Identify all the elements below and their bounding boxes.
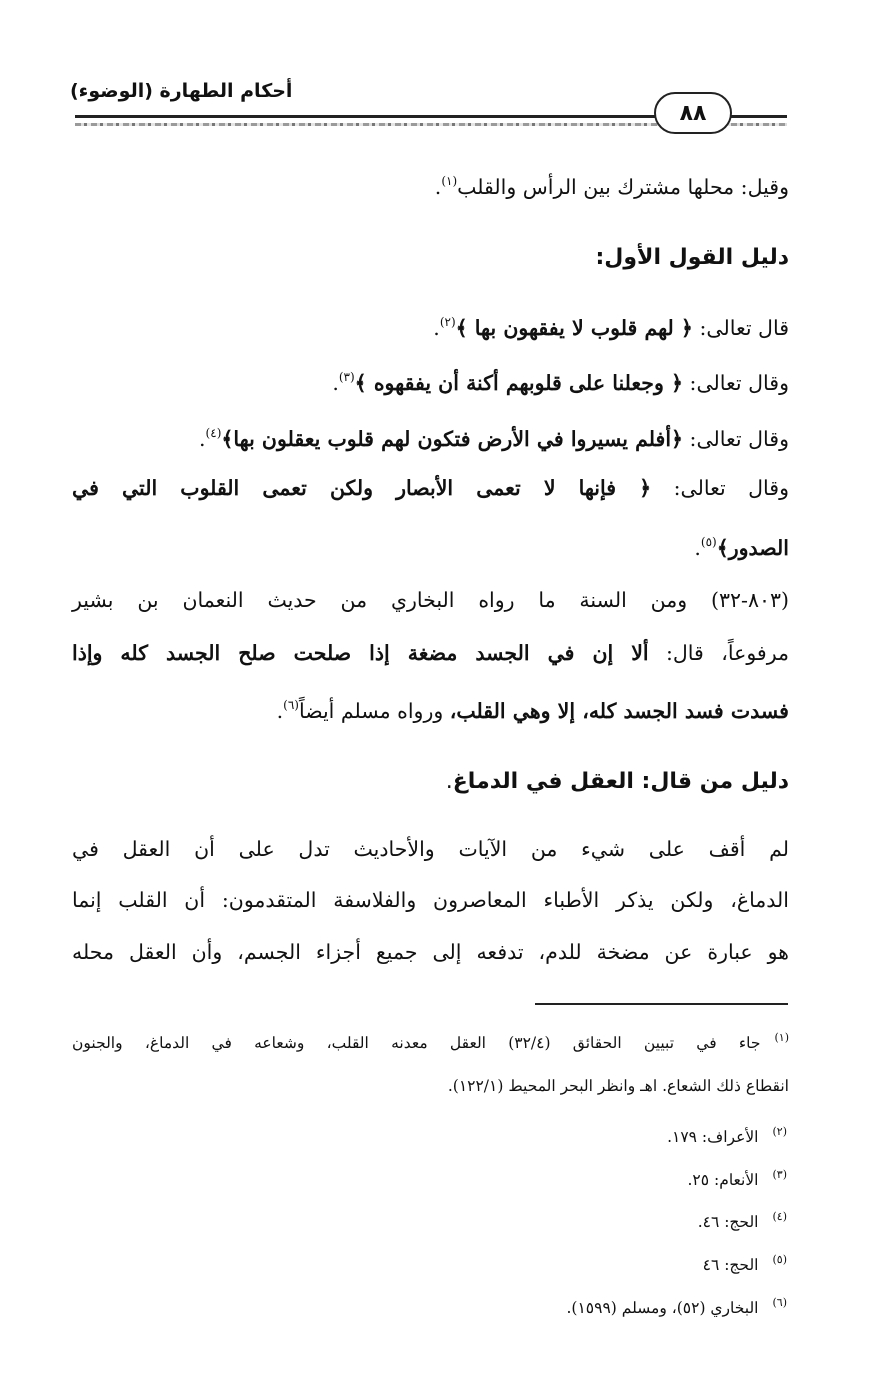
paragraph-line-3: هو عبارة عن مضخة للدم، تدفعه إلى جميع أجزاء الجسم، وأن العقل محله [72, 940, 789, 964]
footnote-separator [535, 1003, 788, 1005]
period: . [445, 769, 453, 794]
running-header-title: أحكام الطهارة (الوضوء) [70, 80, 293, 102]
period: . [433, 316, 440, 340]
verse-intro: وقال تعالى: [683, 427, 789, 451]
section-heading-brain-opinion [72, 766, 789, 798]
paragraph-opinion-line [72, 166, 789, 202]
footnote-4 [698, 1204, 787, 1235]
hadith-text: فسدت فسد الجسد كله، إلا وهي القلب، [449, 699, 789, 723]
footnote-ref-1: (١) [441, 174, 458, 188]
footnote-1 [72, 1025, 789, 1056]
verse-text: ﴿ وجعلنا على قلوبهم أكنة أن يفقهوه ﴾ [354, 371, 684, 395]
footnote-5 [703, 1247, 787, 1278]
paragraph-line-2: الدماغ، ولكن يذكر الأطباء المعاصرون والفلاسفة المتقدمون: أن القلب إنما [72, 888, 789, 912]
period: . [434, 175, 442, 199]
footnote-6 [566, 1290, 787, 1321]
footnote-3 [687, 1162, 787, 1193]
footnote-text: الأعراف: ١٧٩. [667, 1128, 759, 1146]
footnote-number: (٤) [772, 1210, 787, 1223]
hadith-line-3 [72, 690, 789, 726]
verse-line-4-cont [72, 527, 789, 563]
footnote-number: (٥) [772, 1253, 787, 1266]
footnote-2 [667, 1119, 787, 1150]
hadith-source: ورواه مسلم أيضاً [298, 699, 450, 723]
verse-text: ﴿أفلم يسيروا في الأرض فتكون لهم قلوب يعقلون بها﴾ [221, 427, 684, 451]
footnote-number: (٢) [772, 1125, 787, 1138]
footnote-text: البخاري (٥٢)، ومسلم (١٥٩٩). [566, 1299, 759, 1317]
hadith-line-1: (٨٠٣-٣٢) ومن السنة ما رواه البخاري من حديث النعمان بن بشير [72, 588, 789, 612]
hadith-intro: مرفوعاً، قال: [648, 641, 789, 665]
page-number-badge: ٨٨ [654, 92, 732, 134]
section-heading-first-opinion: دليل القول الأول: [595, 245, 789, 270]
footnote-ref-3: (٣) [338, 370, 355, 384]
paragraph-line-1: لم أقف على شيء من الآيات والأحاديث تدل على أن العقل في [72, 837, 789, 861]
verse-text: الصدور﴾ [716, 536, 789, 560]
footnote-text: الأنعام: ٢٥. [687, 1171, 759, 1189]
period: . [694, 536, 701, 560]
verse-line-2 [72, 362, 789, 398]
verse-text: ﴿ لهم قلوب لا يفقهون بها ﴾ [455, 316, 693, 340]
hadith-text: ألا إن في الجسد مضغة إذا صلحت صلح الجسد كله وإذا [72, 641, 649, 665]
footnote-text: الحج: ٤٦ [702, 1256, 759, 1274]
period: . [332, 371, 339, 395]
verse-text: ﴿ فإنها لا تعمى الأبصار ولكن تعمى القلوب التي في [72, 476, 652, 500]
verse-intro: وقال تعالى: [683, 371, 789, 395]
verse-intro: قال تعالى: [692, 316, 789, 340]
footnote-text: الحج: ٤٦. [697, 1213, 759, 1231]
footnote-text: جاء في تبيين الحقائق (٣٢/٤) العقل معدنه القلب، وشعاعه في الدماغ، والجنون [72, 1034, 761, 1052]
footnote-ref-2: (٢) [439, 315, 456, 329]
verse-line-1 [72, 307, 789, 343]
verse-intro: وقال تعالى: [651, 476, 789, 500]
footnote-number: (٦) [772, 1296, 787, 1309]
footnote-ref-4: (٤) [205, 426, 222, 440]
heading-text: دليل من قال: العقل في الدماغ [452, 769, 789, 794]
period: . [276, 699, 284, 723]
footnote-1-cont: انقطاع ذلك الشعاع. اهـ وانظر البحر المحيط (١٢٢/١). [447, 1077, 789, 1095]
opinion-text: وقيل: محلها مشترك بين الرأس والقلب [457, 175, 789, 199]
verse-line-3 [72, 418, 789, 454]
footnote-ref-6: (٦) [283, 698, 299, 712]
hadith-line-2 [72, 638, 789, 668]
footnote-number: (١) [774, 1031, 789, 1044]
period: . [199, 427, 206, 451]
footnote-number: (٣) [772, 1168, 787, 1181]
footnote-ref-5: (٥) [700, 535, 717, 549]
verse-line-4 [72, 473, 789, 503]
